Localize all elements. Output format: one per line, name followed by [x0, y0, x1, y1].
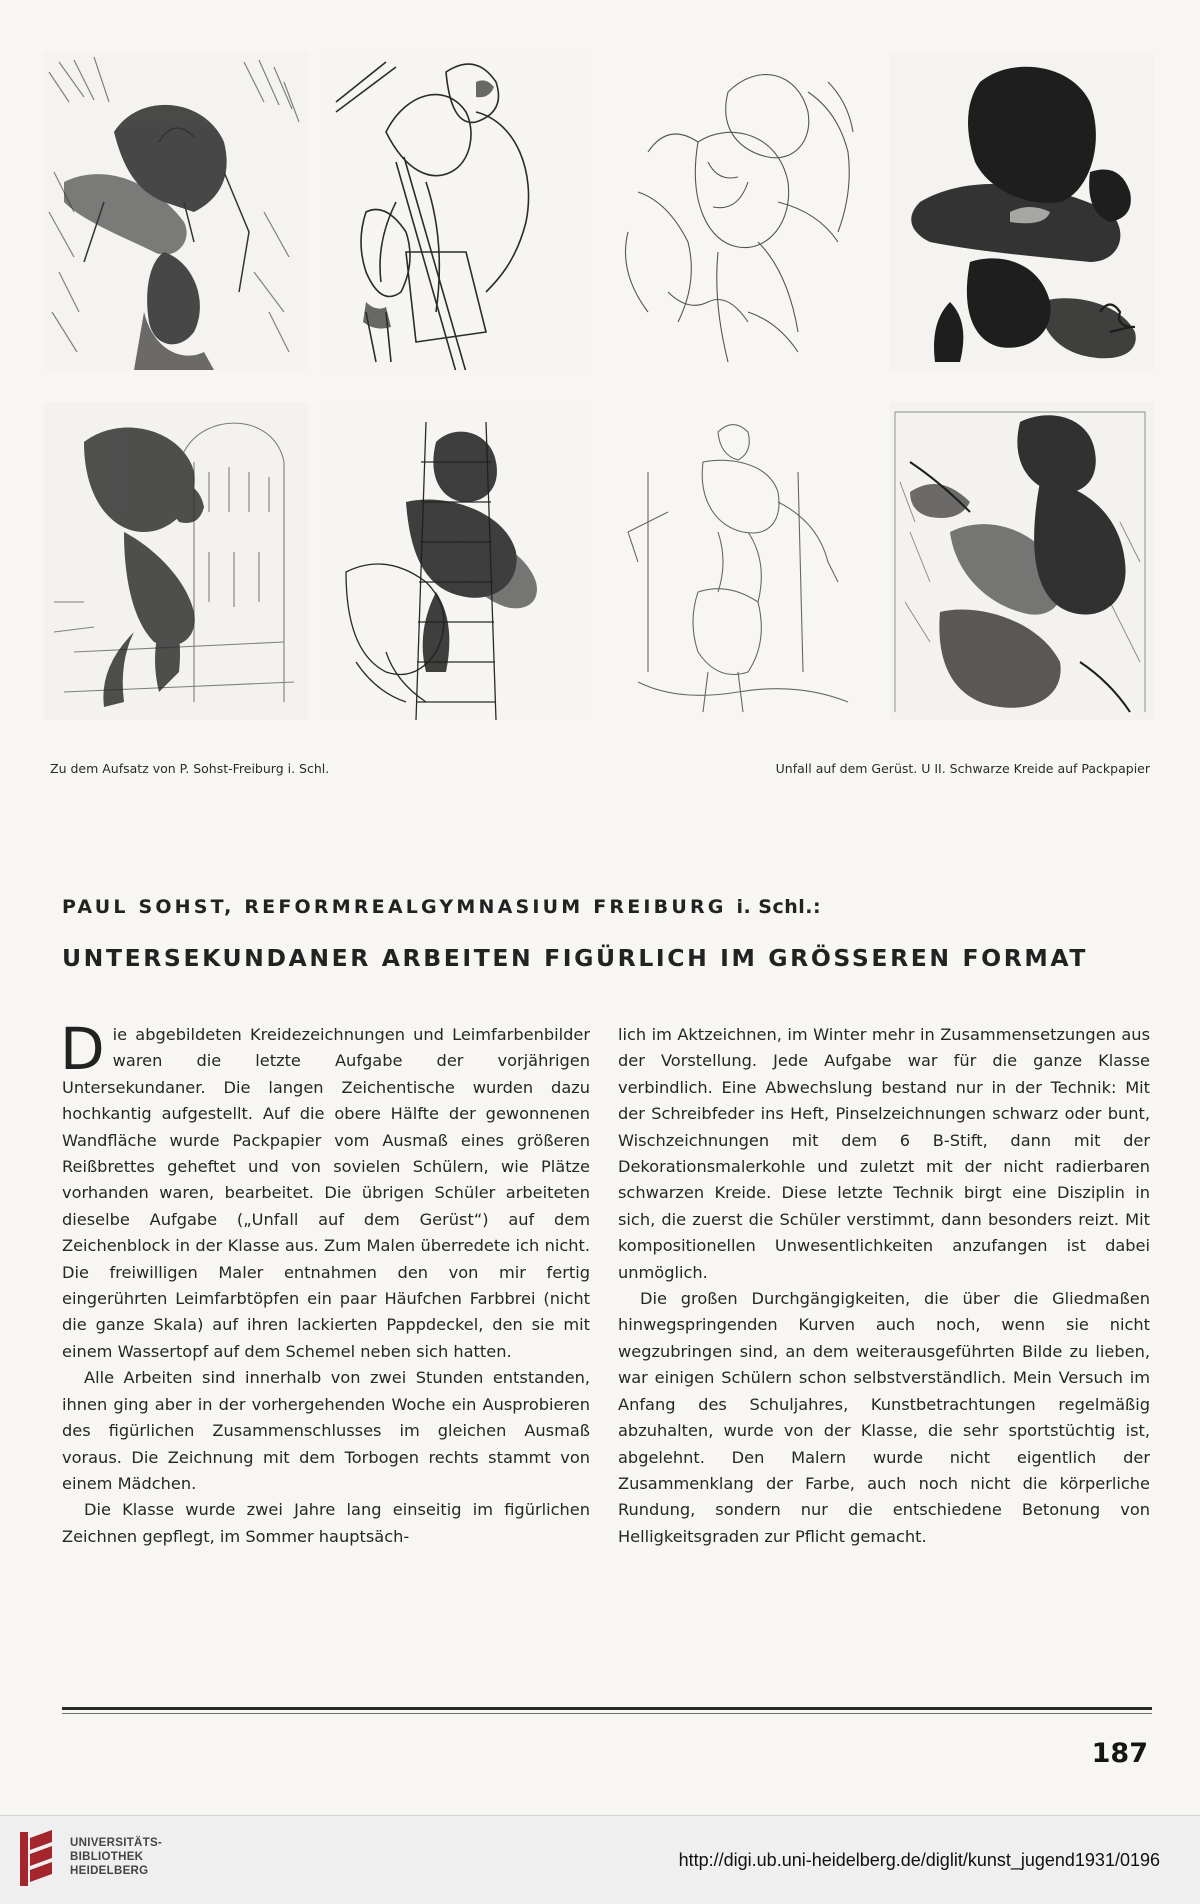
- footer-bar: [0, 1815, 1200, 1904]
- paragraph: Alle Arbeiten sind innerhalb von zwei Stunden entstanden, ihnen ging aber in der vorhergehenden Woche ein Ausprobieren des figürlichen Zusammenschlusses im gleichen Ausmaß voraus. Die Zeichnung mit dem Torbogen rechts stammt von einem Mädchen.: [62, 1368, 590, 1493]
- sketch-image: [608, 402, 872, 720]
- drawing-7: [608, 402, 872, 720]
- text-column-left: [60, 1015, 590, 1550]
- sketch-image: [890, 402, 1154, 720]
- paragraph: Die Klasse wurde zwei Jahre lang einseitig im figürlichen Zeichnen gepflegt, im Sommer hauptsäch-: [62, 1500, 590, 1546]
- library-name-line: UNIVERSITÄTS-: [70, 1837, 163, 1849]
- sketch-image: [326, 402, 590, 720]
- library-name-line: HEIDELBERG: [70, 1865, 149, 1877]
- drawings-grid: [44, 52, 1152, 750]
- sketch-image: [44, 402, 308, 720]
- library-name[interactable]: [70, 1836, 162, 1878]
- library-name-line: BIBLIOTHEK: [70, 1851, 144, 1863]
- sketch-image: [890, 52, 1154, 370]
- text-column-right: [618, 1022, 1150, 1550]
- paragraph-text: ie abgebildeten Kreidezeichnungen und Leimfarbenbilder waren die letzte Aufgabe der vorjährigen Untersekundaner. Die langen Zeichentische wurden dazu hochkantig aufgestellt. Auf die obere Hälfte der gewonnenen Wandfläche wurde Packpapier vom Ausmaß eines größeren Reißbrettes geheftet und von sovielen Schülern, wie Plätze vorhanden waren, bearbeitet. Die übrigen Schüler arbeiteten dieselbe Aufgabe („Unfall auf dem Gerüst“) auf dem Zeichenblock in der Klasse aus. Zum Malen überredete ich nicht. Die freiwilligen Maler entnahmen den von mir fertig eingerührten Leimfarbtöpfen ein paar Häufchen Farbbrei (nicht die ganze Skala) auf ihren lackierten Pappdeckel, den sie mit einem Wassertopf auf dem Schemel neben sich hatten.: [62, 1025, 590, 1361]
- source-url-link[interactable]: http://digi.ub.uni-heidelberg.de/diglit/kunst_jugend1931/0196: [678, 1850, 1160, 1870]
- drawing-4: [890, 52, 1154, 370]
- sketch-image: [44, 52, 308, 370]
- library-logo-icon[interactable]: [18, 1828, 60, 1890]
- author-location: i. Schl.:: [736, 896, 822, 918]
- author-line: [62, 896, 1142, 918]
- drop-cap: D: [60, 1015, 105, 1083]
- drawing-8: [890, 402, 1154, 720]
- paragraph: lich im Aktzeichnen, im Winter mehr in Zusammensetzungen aus der Vorstellung. Jede Aufgabe war für die ganze Klasse verbindlich. Eine Abwechslung bestand nur in der Technik: Mit der Schreibfeder ins Heft, Pinselzeichnungen schwarz oder bunt, Wischzeichnungen mit dem 6 B-Stift, dann mit der Dekorationsmalerkohle und zuletzt mit der nicht radierbaren schwarzen Kreide. Diese letzte Technik birgt eine Disziplin in sich, die zuerst die Schüler verstimmt, dann besonders reizt. Mit kompositionellen Unwesentlichkeiten anzufangen ist dabei unmöglich.: [618, 1025, 1150, 1282]
- drawing-6: [326, 402, 590, 720]
- sketch-image: [608, 52, 872, 370]
- drawing-3: [608, 52, 872, 370]
- article-title: UNTERSEKUNDANER ARBEITEN FIGÜRLICH IM GRÖSSEREN FORMAT: [62, 944, 1088, 972]
- paragraph: Die großen Durchgängigkeiten, die über die Gliedmaßen hinwegspringenden Kurven auch noch, wenn sie nicht wegzubringen sind, an dem weiterausgeführten Bilde zu lieben, war einigen Schülern schon selbstverständlich. Mein Versuch im Anfang des Schuljahres, Kunstbetrachtungen regelmäßig abzuhalten, wurde von der Klasse, die sehr sportstüchtig ist, abgelehnt. Den Malern wurde nicht eigentlich der Zusammenklang der Farbe, auch noch nicht die körperliche Rundung, sondern nur die entschiedene Betonung von Helligkeitsgraden zur Pflicht gemacht.: [618, 1289, 1150, 1546]
- drawing-2: [326, 52, 590, 370]
- caption-right: Unfall auf dem Gerüst. U II. Schwarze Kreide auf Packpapier: [775, 761, 1150, 776]
- sketch-image: [326, 52, 590, 370]
- drawing-1: [44, 52, 308, 370]
- page-number: 187: [1091, 1738, 1148, 1769]
- paragraph: [60, 1015, 590, 1365]
- divider-rule: [62, 1707, 1152, 1710]
- author-name: PAUL SOHST, REFORMREALGYMNASIUM FREIBURG: [62, 896, 727, 918]
- caption-left: Zu dem Aufsatz von P. Sohst-Freiburg i. Schl.: [50, 761, 330, 776]
- divider-rule-thin: [62, 1713, 1152, 1714]
- drawing-5: [44, 402, 308, 720]
